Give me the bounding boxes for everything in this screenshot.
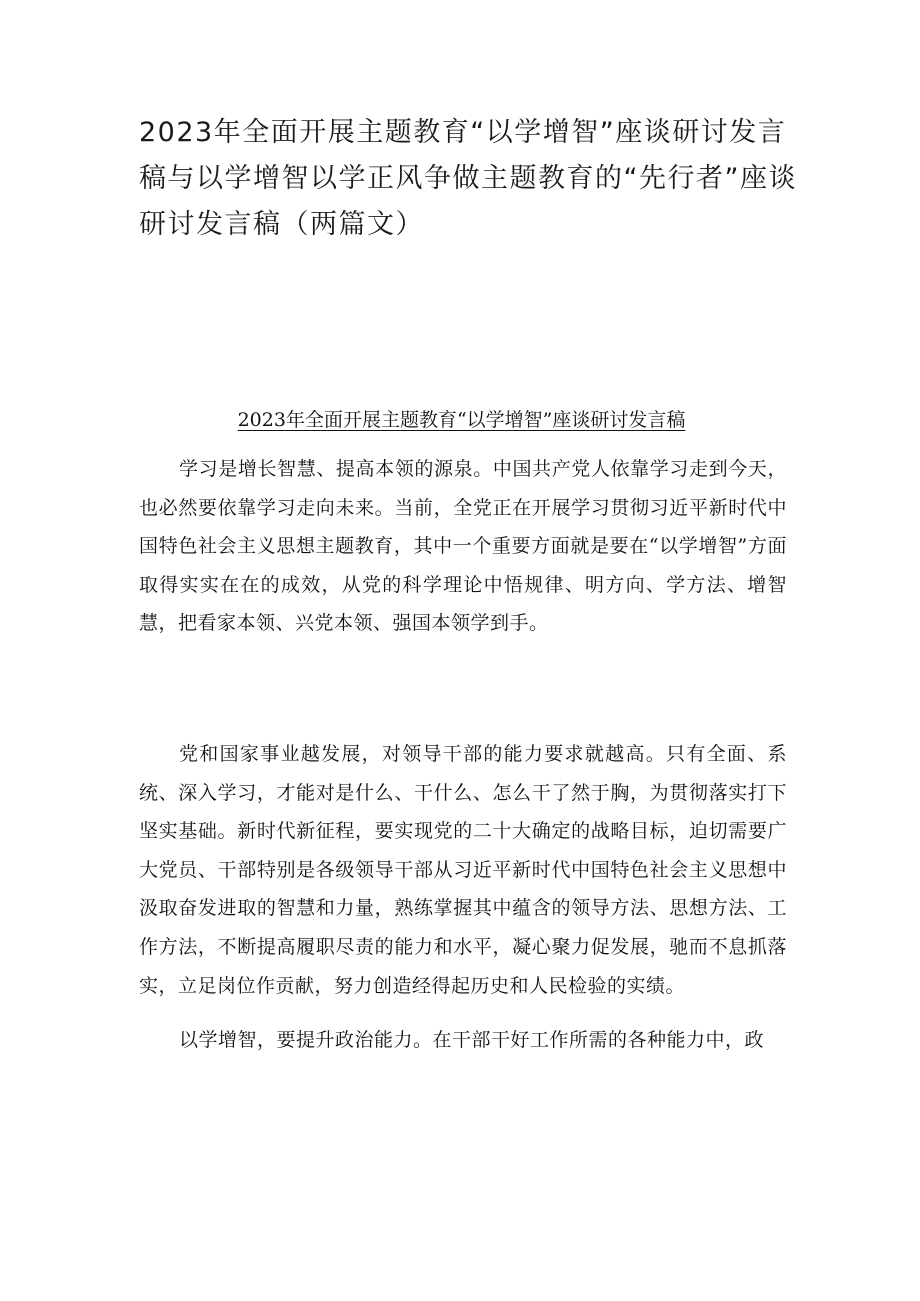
paragraph-2: 党和国家事业越发展，对领导干部的能力要求就越高。只有全面、系统、深入学习，才能对是什么、干什么、怎么干了然于胸，为贯彻落实打下坚实基础。新时代新征程，要实现党的二十大确定的战略目标，迫切需要广大党员、干部特别是各级领导干部从习近平新时代中国特色社会主义思想中汲取奋发进取的智慧和力量，熟练掌握其中蕴含的领导方法、思想方法、工作方法，不断提高履职尽责的能力和水平，凝心聚力促发展，驰而不息抓落实，立足岗位作贡献，努力创造经得起历史和人民检验的实绩。 <box>139 743 787 997</box>
section-title-text: 2023年全面开展主题教育“以学增智”座谈研讨发言稿 <box>237 409 686 431</box>
paragraph-3: 以学增智，要提升政治能力。在干部干好工作所需的各种能力中，政 <box>179 1029 765 1051</box>
paragraph-1: 学习是增长智慧、提高本领的源泉。中国共产党人依靠学习走到今天，也必然要依靠学习走向未来。当前，全党正在开展学习贯彻习近平新时代中国特色社会主义思想主题教育，其中一个重要方面就是要在“以学增智”方面取得实实在在的成效，从党的科学理论中悟规律、明方向、学方法、增智慧，把看家本领、兴党本领、强国本领学到手。 <box>139 458 787 635</box>
section-title <box>139 406 784 434</box>
document-title: 2023年全面开展主题教育“以学增智”座谈研讨发言稿与以学增智以学正风争做主题教育的“先行者”座谈研讨发言稿（两篇文） <box>139 117 797 240</box>
